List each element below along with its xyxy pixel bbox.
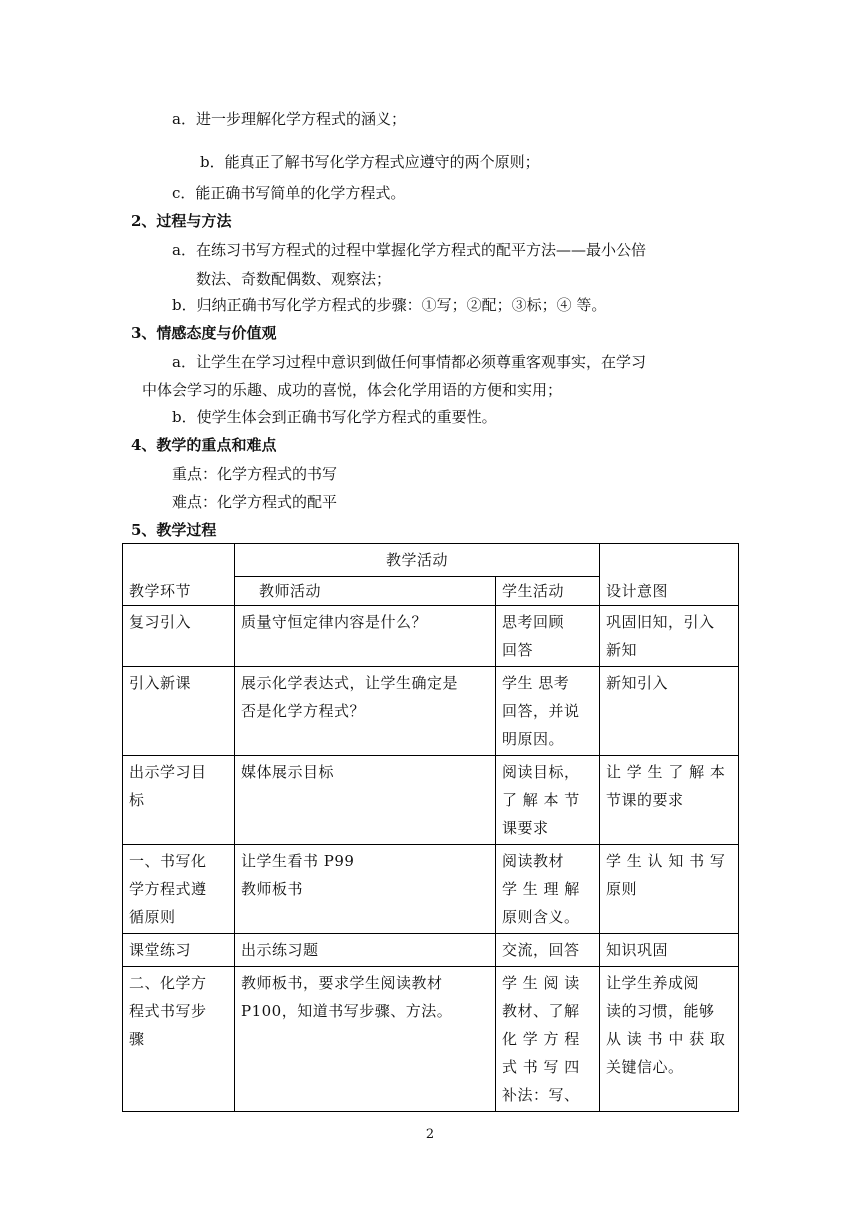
cell-student [496, 756, 600, 845]
cell-intent [600, 934, 739, 967]
cell-line: 从 读 书 中 获 取 [606, 1030, 726, 1048]
cell-line: 补法：写、 [502, 1086, 580, 1104]
cell-line: 学 生 阅 读 [502, 974, 580, 992]
cell-line: 式 书 写 四 [502, 1058, 580, 1076]
cell-line: 新知引入 [606, 674, 669, 692]
cell-line: 学 生 认 知 书 写 [606, 852, 726, 870]
cell-line: 让 学 生 了 解 本 [606, 763, 726, 781]
header-student-activity: 学生活动 [496, 577, 600, 606]
difficulty-point: 难点：化学方程式的配平 [172, 493, 338, 511]
cell-stage [123, 667, 235, 756]
cell-teacher [235, 667, 496, 756]
cell-line: 标 [129, 791, 145, 809]
section-5-heading: 5、教学过程 [131, 521, 217, 539]
cell-line: 教师板书，要求学生阅读教材 [241, 974, 443, 992]
cell-stage [123, 756, 235, 845]
section-2-a-line1: a．在练习书写方程式的过程中掌握化学方程式的配平方法——最小公倍 [172, 241, 646, 259]
teaching-process-table [122, 543, 739, 1112]
header-teacher-activity: 教师活动 [235, 577, 496, 606]
cell-line: 质量守恒定律内容是什么？ [241, 613, 428, 631]
table-row [123, 756, 739, 845]
section-2-b-line: b．归纳正确书写化学方程式的步骤：①写；②配；③标；④ 等。 [172, 296, 607, 314]
table-row [123, 845, 739, 934]
cell-intent [600, 667, 739, 756]
cell-line: 读的习惯，能够 [606, 1002, 715, 1020]
cell-stage [123, 934, 235, 967]
header-design-intent: 设计意图 [600, 544, 739, 606]
section-3-b-line: b．使学生体会到正确书写化学方程式的重要性。 [172, 408, 497, 426]
cell-line: 明原因。 [502, 730, 565, 748]
cell-line: 交流，回答 [502, 941, 580, 959]
cell-line: 教师板书 [241, 880, 304, 898]
cell-line: 学 生 理 解 [502, 880, 580, 898]
cell-line: 了 解 本 节 [502, 791, 580, 809]
cell-line: 节课的要求 [606, 791, 684, 809]
cell-line: 思考回顾 [502, 613, 565, 631]
cell-stage [123, 967, 235, 1112]
key-point: 重点：化学方程式的书写 [172, 465, 338, 483]
cell-intent [600, 606, 739, 667]
cell-line: 回答，并说 [502, 702, 580, 720]
cell-line: 回答 [502, 641, 534, 659]
cell-line: P100，知道书写步骤、方法。 [241, 1002, 453, 1020]
cell-line: 否是化学方程式？ [241, 702, 366, 720]
cell-student [496, 845, 600, 934]
cell-stage [123, 845, 235, 934]
cell-intent [600, 845, 739, 934]
cell-line: 巩固旧知，引入 [606, 613, 715, 631]
cell-line: 关键信心。 [606, 1058, 684, 1076]
cell-line: 新知 [606, 641, 638, 659]
objective-c: c．能正确书写简单的化学方程式。 [172, 184, 406, 202]
cell-line: 媒体展示目标 [241, 763, 335, 781]
cell-teacher [235, 845, 496, 934]
cell-line: 原则含义。 [502, 908, 580, 926]
objective-b: b．能真正了解书写化学方程式应遵守的两个原则； [200, 153, 540, 171]
objective-a: a．进一步理解化学方程式的涵义； [172, 110, 406, 128]
cell-teacher [235, 934, 496, 967]
cell-line: 阅读目标， [502, 763, 580, 781]
table-row [123, 606, 739, 667]
cell-line: 出示学习目 [129, 763, 207, 781]
cell-student [496, 934, 600, 967]
section-3-heading: 3、情感态度与价值观 [131, 324, 277, 342]
section-4-heading: 4、教学的重点和难点 [131, 436, 277, 454]
header-stage: 教学环节 [123, 544, 235, 606]
cell-line: 课要求 [502, 819, 549, 837]
cell-line: 出示练习题 [241, 941, 319, 959]
cell-line: 教材、了解 [502, 1002, 580, 1020]
cell-line: 让学生养成阅 [606, 974, 700, 992]
cell-student [496, 667, 600, 756]
cell-teacher [235, 756, 496, 845]
cell-line: 二、化学方 [129, 974, 207, 992]
cell-line: 循原则 [129, 908, 176, 926]
cell-line: 一、书写化 [129, 852, 207, 870]
cell-line: 骤 [129, 1030, 145, 1048]
cell-line: 让学生看书 P99 [241, 852, 355, 870]
page-number: 2 [425, 1127, 435, 1142]
cell-line: 阅读教材 [502, 852, 565, 870]
cell-teacher [235, 967, 496, 1112]
cell-line: 复习引入 [129, 613, 192, 631]
header-teaching-activity: 教学活动 [235, 544, 600, 577]
section-2-a-line2: 数法、奇数配偶数、观察法； [196, 270, 392, 288]
section-3-a-line1: a．让学生在学习过程中意识到做任何事情都必须尊重客观事实，在学习 [172, 353, 646, 371]
section-3-a-line2: 中体会学习的乐趣、成功的喜悦，体会化学用语的方便和实用； [142, 381, 563, 399]
cell-line: 展示化学表达式，让学生确定是 [241, 674, 459, 692]
cell-line: 原则 [606, 880, 638, 898]
cell-teacher [235, 606, 496, 667]
cell-line: 学生 思考 [502, 674, 570, 692]
cell-intent [600, 756, 739, 845]
cell-line: 知识巩固 [606, 941, 669, 959]
section-2-heading: 2、过程与方法 [131, 212, 232, 230]
table-row [123, 667, 739, 756]
cell-student [496, 967, 600, 1112]
cell-line: 课堂练习 [129, 941, 192, 959]
cell-stage [123, 606, 235, 667]
cell-line: 化 学 方 程 [502, 1030, 580, 1048]
cell-intent [600, 967, 739, 1112]
cell-line: 学方程式遵 [129, 880, 207, 898]
cell-line: 程式书写步 [129, 1002, 207, 1020]
table-row [123, 934, 739, 967]
table-row [123, 967, 739, 1112]
cell-line: 引入新课 [129, 674, 192, 692]
cell-student [496, 606, 600, 667]
